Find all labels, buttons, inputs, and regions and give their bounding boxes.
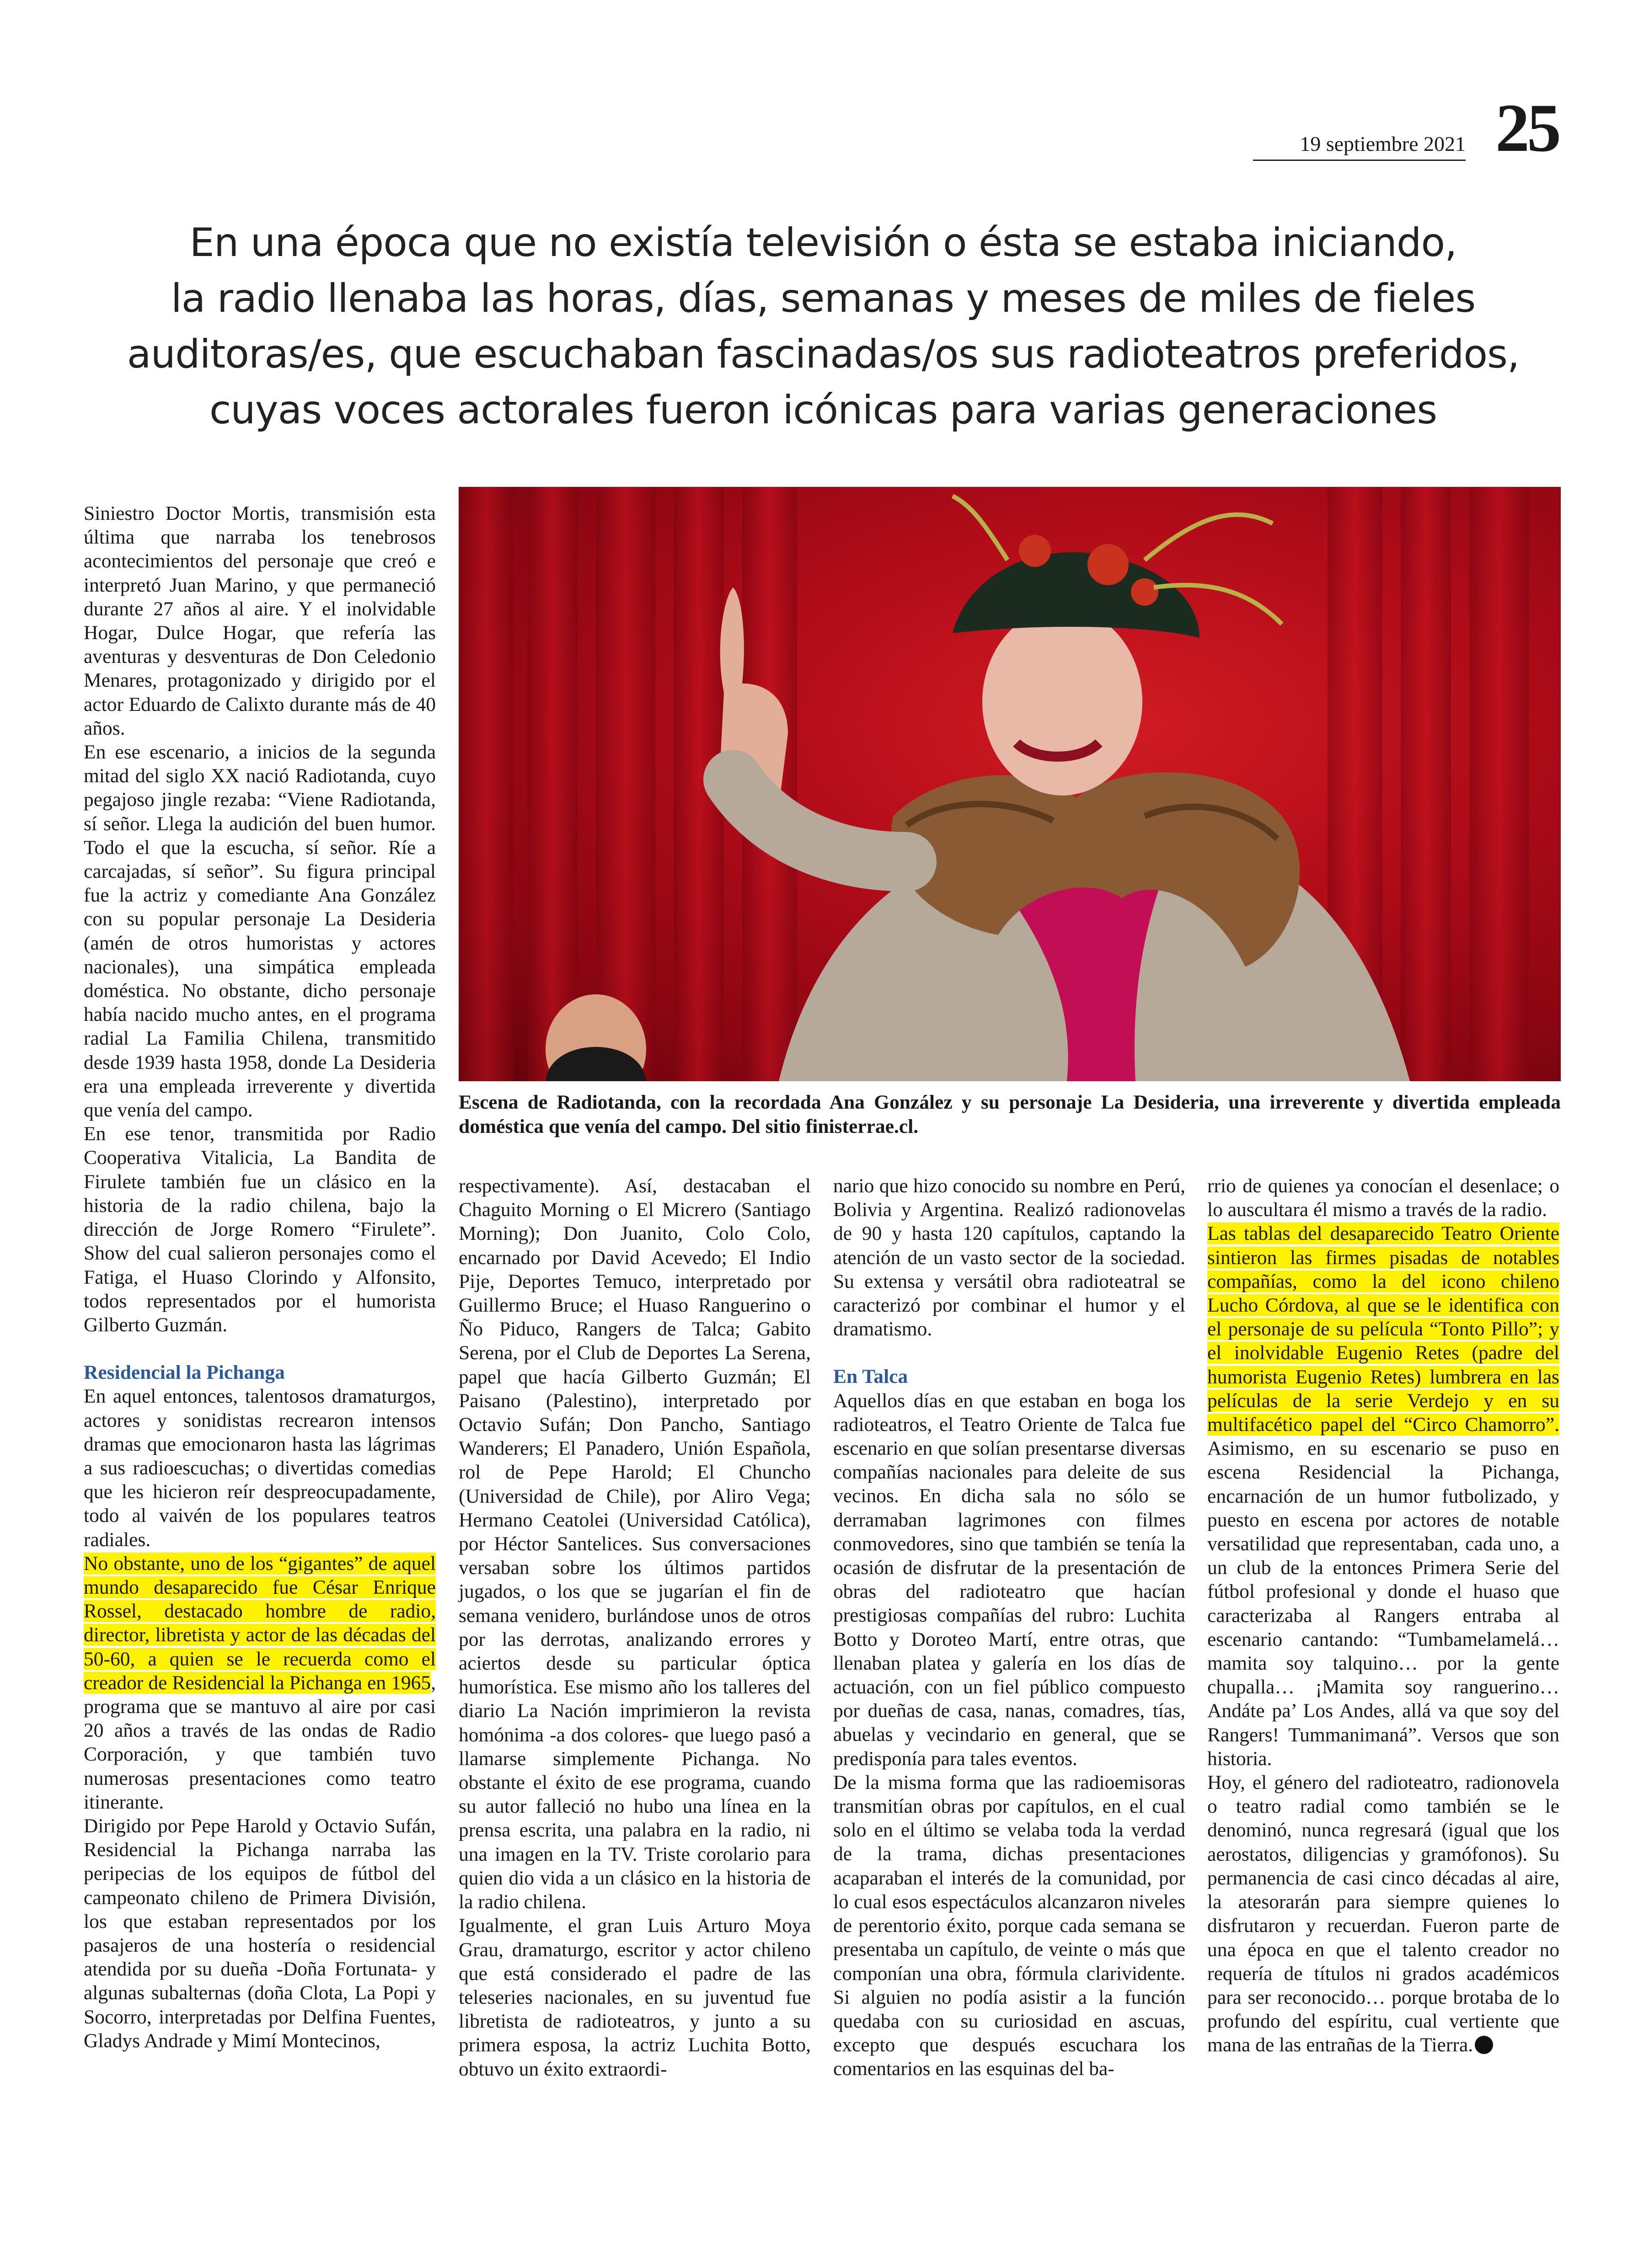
paragraph: respectivamente). Así, destacaban el Chaguito Morning o El Micrero (Santiago Morning); Don Juanito, Colo Colo, encarnado por David Acevedo; El Indio Pije, Deportes Temuco, interpretado por Guillermo Bruce; el Huaso Ranguerino o Ño Piduco, Rangers de Talca; Gabito Serena, por el Club de Deportes La Serena, papel que hacía Gilberto Guzmán; El Paisano (Palestino), interpretado por Octavio Sufán; Don Pancho, Santiago Wanderers; El Panadero, Unión Española, rol de Pepe Harold; El Chuncho (Universidad de Chile), por Aliro Vega; Hermano Ceatolei (Universidad Católica), por Héctor Santelices. Sus conversaciones versaban sobre los últimos partidos jugados, o los que se jugarían el fin de semana venidero, burlándose unos de otros por las derrotas, analizando errores y aciertos desde su particular óptica humorística. Ese mismo año los talleres del diario La Nación imprimieron la revista homónima -a dos colores- que luego pasó a llamarse simplemente Pichanga. No obstante el éxito de ese programa, cuando su autor falleció no hubo una línea en la prensa escrita, una palabra en la radio, ni una imagen en la TV. Triste corolario para quien dio vida a un clásico en la historia de la radio chilena. — [459, 1175, 811, 1913]
article-column-2 — [459, 1174, 811, 2081]
article-column-3 — [833, 1174, 1185, 2081]
highlighted-text: No obstante, uno de los “gigantes” de aquel mundo desaparecido fue César Enrique Rossel, destacado hombre de radio, director, libretista y actor de las décadas del 50-60, a quien se le recuerda como el creador de Residencial la Pichanga en 1965 — [84, 1552, 436, 1694]
paragraph: En ese tenor, transmitida por Radio Cooperativa Vitalicia, La Bandita de Firulete también fue un clásico en la historia de la radio chilena, bajo la dirección de Jorge Romero “Firulete”. Show del cual salieron personajes como el Fatiga, el Huaso Clorindo y Alfonsito, todos representados por el humorista Gilberto Guzmán. — [84, 1123, 436, 1336]
section-subheading: En Talca — [833, 1366, 908, 1388]
stage-performance-photo — [459, 487, 1561, 1081]
paragraph: De la misma forma que las radioemisoras transmitían obras por capítulos, en el cual solo en el último se velaba toda la verdad de la trama, dichas presentaciones acaparaban el interés de la comunidad, por lo cual esos espectáculos alcanzaron niveles de perentorio éxito, porque cada semana se presentaba un capítulo, de veinte o más que componían una obra, fórmula clarividente. Si alguien no podía asistir a la función quedaba con su curiosidad en ascuas, excepto que después escuchara los comentarios en las esquinas del ba- — [833, 1771, 1185, 2080]
paragraph: En aquel entonces, talentosos dramaturgos, actores y sonidistas recrearon intensos dramas que emocionaron hasta las lágrimas a sus radioescuchas; o divertidas comedias que les hicieron reír despreocupadamente, todo al vaivén de los populares teatros radiales. — [84, 1385, 436, 1551]
issue-date: 19 septiembre 2021 — [1253, 132, 1466, 161]
section-subheading: Residencial la Pichanga — [84, 1361, 285, 1384]
paragraph: Siniestro Doctor Mortis, transmisión esta última que narraba los tenebrosos acontecimientos del personaje que creó e interpretó Juan Marino, y que permaneció durante 27 años al aire. Y el inolvidable Hogar, Dulce Hogar, que refería las aventuras y desventuras de Don Celedonio Menares, protagonizado y dirigido por el actor Eduardo de Calixto durante más de 40 años. — [84, 502, 436, 739]
paragraph-text: Asimismo, en su escenario se puso en escena Residencial la Pichanga, encarnación de un humor futbolizado, y puesto en escena por actores de notable versatilidad que representaban, cada uno, a un club de la entonces Primera Serie del fútbol profesional y donde el huaso que caracterizaba al Rangers entraba al escenario cantando: “Tumbamelamelá… mamita soy talquino… por la gente chupalla… ¡Mamita soy ranguerino… Andáte pa’ Los Andes, allá va que soy del Rangers! Tummanimaná”. Versos que son historia. — [1207, 1437, 1559, 1770]
deck-line: cuyas voces actorales fueron icónicas para varias generaciones — [209, 387, 1437, 433]
article-deck — [69, 215, 1578, 438]
deck-line: la radio llenaba las horas, días, semanas y meses de miles de fieles — [171, 276, 1476, 321]
paragraph — [1207, 1771, 1559, 2057]
paragraph: Aquellos días en que estaban en boga los radioteatros, el Teatro Oriente de Talca fue escenario en que solían presentarse diversas compañías nacionales para deleite de sus vecinos. En dicha sala no sólo se derramaban lagrimones con filmes conmovedores, sino que también se tenía la ocasión de disfrutar de la presentación de obras del radioteatro que hacían prestigiosas compañías del rubro: Luchita Botto y Doroteo Martí, entre otras, que llenaban platea y galería en los días de actuación, con un fiel público compuesto por dueñas de casa, nanas, comadres, tías, abuelas y vecindario en general, que se predisponía para tales eventos. — [833, 1389, 1185, 1770]
paragraph: rrio de quienes ya conocían el desenlace; o lo auscultara él mismo a través de la radio. — [1207, 1175, 1559, 1221]
photo-caption: Escena de Radiotanda, con la recordada Ana González y su personaje La Desideria, una irreverente y divertida empleada doméstica que venía del campo. Del sitio finisterrae.cl. — [459, 1091, 1561, 1137]
article-column-4 — [1207, 1174, 1559, 2057]
paragraph-text: , programa que se mantuvo al aire por casi 20 años a través de las ondas de Radio Corporación, y que también tuvo numerosas presentaciones como teatro itinerante. — [84, 1671, 436, 1813]
highlighted-text: Las tablas del desaparecido Teatro Oriente sintieron las firmes pisadas de notables compañías, como la del icono chileno Lucho Córdova, al que se le identifica con el personaje de su película “Tonto Pillo”; y el inolvidable Eugenio Retes (padre del humorista Eugenio Retes) lumbrera en las películas de la serie Verdejo y en su multifacético papel del “Circo Chamorro”. — [1207, 1222, 1559, 1436]
deck-line: auditoras/es, que escuchaban fascinadas/os sus radioteatros preferidos, — [127, 331, 1520, 377]
paragraph — [84, 1552, 436, 1814]
article-photo — [459, 487, 1561, 1081]
page-number: 25 — [1495, 90, 1558, 166]
article-column-1 — [84, 502, 436, 2053]
paragraph: Igualmente, el gran Luis Arturo Moya Grau, dramaturgo, escritor y actor chileno que está considerado el padre de las teleseries nacionales, en su juventud fue libretista de radioteatros, y junto a su primera esposa, la actriz Luchita Botto, obtuvo un éxito extraordi- — [459, 1915, 811, 2080]
paragraph — [1207, 1222, 1559, 1771]
paragraph: Dirigido por Pepe Harold y Octavio Sufán, Residencial la Pichanga narraba las peripecias de los equipos de fútbol del campeonato chileno de Primera División, los que estaban representados por los pasajeros de una hostería o residencial atendida por su dueña -Doña Fortunata- y algunas subalternas (doña Clota, La Popi y Socorro, interpretadas por Delfina Fuentes, Gladys Andrade y Mimí Montecinos, — [84, 1814, 436, 2052]
paragraph: nario que hizo conocido su nombre en Perú, Bolivia y Argentina. Realizó radionovelas de 90 y hasta 120 capítulos, captando la atención de un vasto sector de la sociedad. Su extensa y versátil obra radioteatral se caracterizó por combinar el humor y el dramatismo. — [833, 1175, 1185, 1340]
paragraph: En ese escenario, a inicios de la segunda mitad del siglo XX nació Radiotanda, cuyo pegajoso jingle rezaba: “Viene Radiotanda, sí señor. Llega la audición del buen humor. Todo el que la escucha, sí señor. Ríe a carcajadas, sí señor”. Su figura principal fue la actriz y comediante Ana González con su popular personaje La Desideria (amén de otros humoristas y actores nacionales), una simpática empleada doméstica. No obstante, dicho personaje había nacido mucho antes, en el programa radial La Familia Chilena, transmitido desde 1939 hasta 1958, donde La Desideria era una empleada irreverente y divertida que venía del campo. — [84, 741, 436, 1121]
deck-line: En una época que no existía televisión o ésta se estaba iniciando, — [189, 220, 1457, 266]
paragraph-text: Hoy, el género del radioteatro, radionovela o teatro radial como también se le denominó, nunca regresará (igual que los aerostatos, diligencias y gramófonos). Su permanencia de casi cinco décadas al aire, la atesorarán para siempre quienes lo disfrutaron y recuerdan. Fueron parte de una época en que el talento creador no requería de títulos ni grados académicos para ser reconocido… porque brotaba de lo profundo del espíritu, cual vertiente que mana de las entrañas de la Tierra. — [1207, 1772, 1559, 2056]
end-of-article-icon — [1475, 2036, 1493, 2054]
